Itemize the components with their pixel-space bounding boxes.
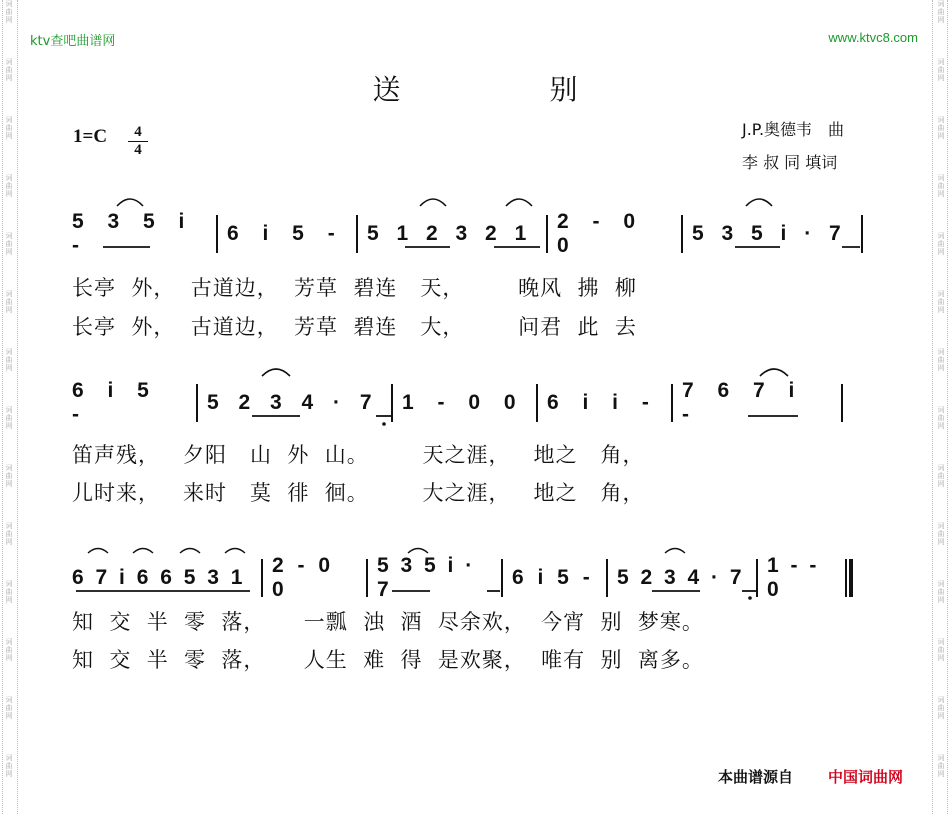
right-watermark-column — [934, 0, 948, 814]
composer-credit: J.P.奥德韦 曲 — [742, 120, 845, 139]
lyric-line-2a: 笛声残， 夕阳 山 外 山。 天之涯， 地之 角， — [72, 443, 645, 467]
side-watermark: 词 曲 网 — [937, 580, 945, 604]
header-right-site[interactable]: www.ktvc8.com — [828, 30, 918, 45]
time-signature-bottom: 4 — [128, 141, 148, 159]
side-watermark: 词 曲 网 — [937, 406, 945, 430]
song-title: 送 别 — [372, 73, 648, 106]
side-watermark: 词 曲 网 — [937, 464, 945, 488]
measure: 2 - 0 0 — [272, 554, 335, 601]
side-watermark: 词 曲 网 — [937, 522, 945, 546]
slur — [133, 549, 153, 554]
side-watermark: 词 曲 网 — [937, 348, 945, 372]
side-watermark: 词 曲 网 — [5, 696, 13, 720]
side-watermark: 词 曲 网 — [5, 406, 13, 430]
slur — [225, 549, 245, 554]
measure: 2 - 0 0 — [557, 210, 645, 257]
lyric-line-1a: 长亭 外， 古道边， 芳草 碧连 天， 晚风 拂 柳 — [72, 276, 637, 300]
key-signature: 1=C — [73, 126, 108, 147]
slur — [88, 549, 108, 554]
measure: 1 - 0 0 — [402, 391, 525, 414]
measure: 5 1 2 3 2 1 — [367, 222, 533, 245]
measure: 5 2 3 4 · 7 — [207, 391, 379, 414]
side-watermark: 词 曲 网 — [5, 58, 13, 82]
side-watermark: 词 曲 网 — [5, 116, 13, 140]
slur — [746, 199, 772, 206]
measure: 5 3 5 i · 7 — [377, 554, 476, 601]
side-watermark: 词 曲 网 — [5, 232, 13, 256]
side-watermark: 词 曲 网 — [937, 232, 945, 256]
slur — [117, 199, 143, 206]
side-watermark: 词 曲 网 — [5, 0, 13, 24]
side-watermark: 词 曲 网 — [5, 522, 13, 546]
slur — [420, 199, 446, 206]
side-watermark: 词 曲 网 — [937, 0, 945, 24]
side-watermark: 词 曲 网 — [937, 58, 945, 82]
measure: 6 7 i 6 6 5 3 1 — [72, 566, 246, 589]
side-watermark: 词 曲 网 — [937, 638, 945, 662]
side-watermark: 词 曲 网 — [937, 290, 945, 314]
time-signature-top: 4 — [134, 124, 142, 140]
lower-dot — [382, 422, 386, 426]
lyricist-credit: 李 叔 同 填词 — [742, 153, 838, 172]
slur — [408, 549, 428, 554]
measure: 6 i 5 - — [512, 566, 594, 589]
side-watermark: 词 曲 网 — [5, 638, 13, 662]
side-watermark: 词 曲 网 — [5, 464, 13, 488]
slur — [262, 369, 290, 376]
left-watermark-column — [2, 0, 16, 814]
measure: 7 6 7 i - — [682, 379, 804, 426]
side-watermark: 词 曲 网 — [5, 580, 13, 604]
measure: 6 i 5 - — [72, 379, 158, 426]
side-watermark: 词 曲 网 — [5, 174, 13, 198]
slur — [760, 369, 788, 376]
side-watermark: 词 曲 网 — [5, 290, 13, 314]
slur — [665, 549, 685, 554]
side-watermark: 词 曲 网 — [937, 116, 945, 140]
header-left-site[interactable]: ktv查吧曲谱网 — [30, 34, 116, 49]
side-watermark: 词 曲 网 — [937, 174, 945, 198]
side-watermark: 词 曲 网 — [5, 754, 13, 778]
measure: 5 2 3 4 · 7 — [617, 566, 745, 589]
lyric-line-3a: 知 交 半 零 落， 一瓢 浊 酒 尽余欢， 今宵 别 梦寒。 — [72, 610, 704, 634]
slur — [506, 199, 532, 206]
footer-source-site[interactable]: 中国词曲网 — [828, 768, 904, 786]
footer-source-label: 本曲谱源自 — [718, 768, 794, 786]
lyric-line-1b: 长亭 外， 古道边， 芳草 碧连 大， 问君 此 去 — [72, 315, 637, 339]
slur — [180, 549, 200, 554]
lower-dot — [748, 596, 752, 600]
measure: 5 3 5 i · 7 — [692, 222, 847, 245]
measure: 1 - - 0 — [767, 554, 820, 601]
lyric-line-2b: 儿时来， 来时 莫 徘 徊。 大之涯， 地之 角， — [72, 481, 645, 505]
measure: 5 3 5 i - — [72, 210, 194, 257]
lyric-line-3b: 知 交 半 零 落， 人生 难 得 是欢聚， 唯有 别 离多。 — [72, 648, 704, 672]
measure: 6 i 5 - — [227, 222, 344, 245]
side-watermark: 词 曲 网 — [5, 348, 13, 372]
side-watermark: 词 曲 网 — [937, 754, 945, 778]
measure: 6 i i - — [547, 391, 658, 414]
side-watermark: 词 曲 网 — [937, 696, 945, 720]
